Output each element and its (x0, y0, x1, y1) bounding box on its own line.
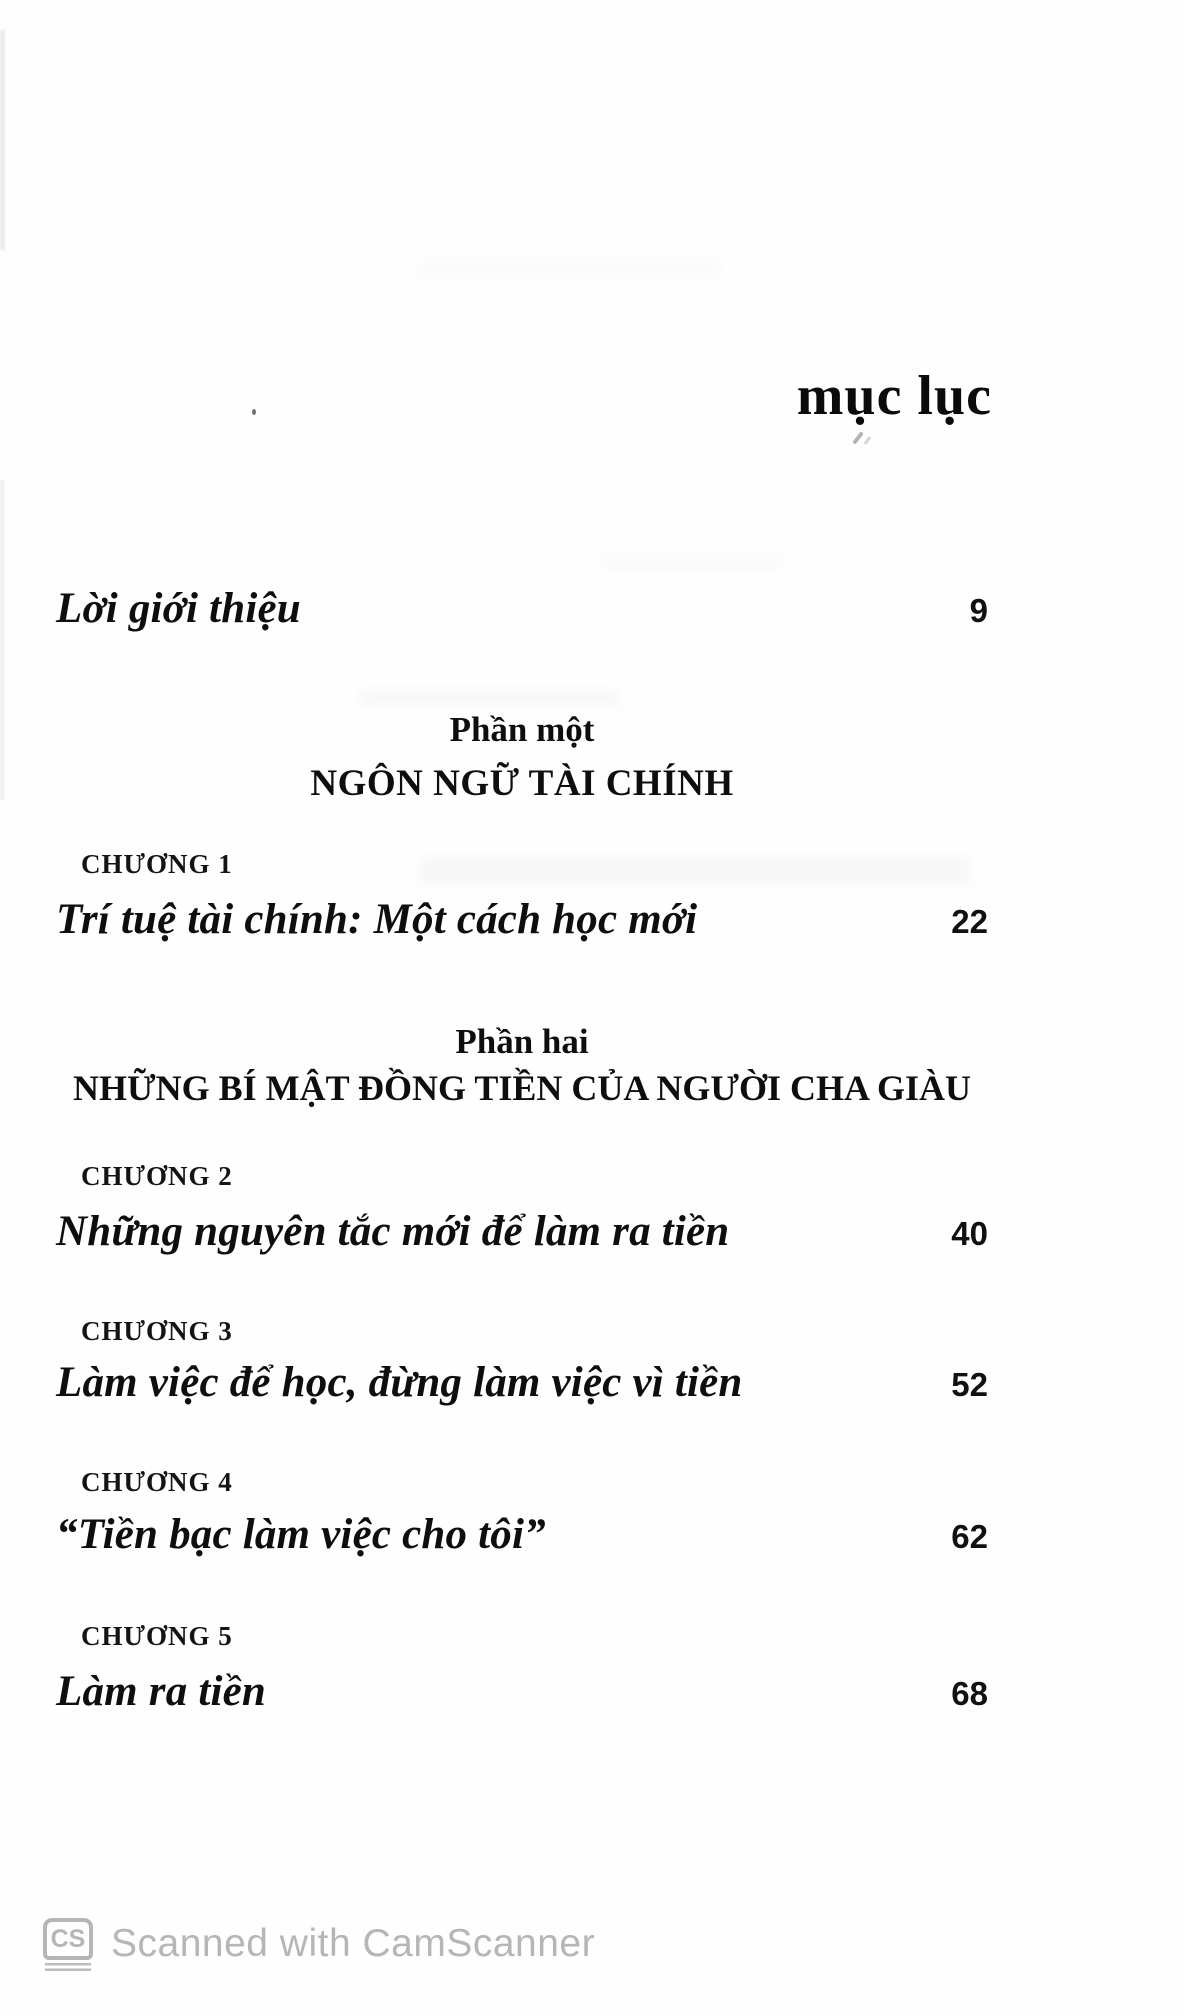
toc-entry-title: “Tiền bạc làm việc cho tôi” (56, 1511, 546, 1558)
scan-artifact (0, 480, 4, 800)
scan-artifact (252, 409, 256, 415)
toc-entry-page: 9 (969, 592, 988, 629)
toc-entry-chapter-1 (56, 895, 988, 944)
toc-entry-page: 62 (951, 1518, 988, 1555)
toc-entry-chapter-5 (56, 1667, 988, 1716)
scan-artifact (0, 30, 5, 250)
scan-artifact (420, 260, 720, 278)
toc-entry-chapter-4 (56, 1510, 988, 1559)
part-one-label: Phần một (449, 710, 595, 749)
scan-artifact (600, 555, 780, 569)
camscanner-logo-text: CS (43, 1918, 93, 1960)
toc-entry-page: 68 (951, 1675, 988, 1712)
toc-entry-chapter-3 (56, 1358, 988, 1407)
chapter-1-label: CHƯƠNG 1 (81, 849, 233, 879)
page-title: mục lục (796, 365, 992, 427)
toc-entry-page: 40 (951, 1215, 988, 1252)
scan-artifact (864, 436, 872, 445)
toc-entry-title: Những nguyên tắc mới để làm ra tiền (56, 1208, 730, 1255)
camscanner-logo-pages (45, 1963, 91, 1974)
chapter-5-label: CHƯƠNG 5 (81, 1621, 233, 1651)
toc-entry-title: Làm việc để học, đừng làm việc vì tiền (56, 1359, 743, 1406)
watermark-text: Scanned with CamScanner (111, 1922, 596, 1965)
scan-artifact (420, 858, 970, 884)
chapter-3-label: CHƯƠNG 3 (81, 1316, 233, 1346)
chapter-4-label: CHƯƠNG 4 (81, 1467, 233, 1497)
toc-entry-page: 22 (951, 903, 988, 940)
toc-entry-intro (56, 584, 988, 633)
part-one-title: NGÔN NGỮ TÀI CHÍNH (310, 763, 734, 804)
toc-entry-title: Lời giới thiệu (56, 585, 301, 632)
toc-entry-title: Làm ra tiền (56, 1668, 267, 1715)
scan-artifact (852, 431, 864, 444)
camscanner-watermark (43, 1918, 595, 1974)
camscanner-logo-icon (43, 1918, 95, 1974)
part-two-label: Phần hai (455, 1022, 589, 1061)
scan-artifact (360, 690, 620, 706)
toc-entry-title: Trí tuệ tài chính: Một cách học mới (56, 896, 698, 943)
part-two-title: NHỮNG BÍ MẬT ĐỒNG TIỀN CỦA NGƯỜI CHA GIÀU (72, 1068, 972, 1108)
chapter-2-label: CHƯƠNG 2 (81, 1161, 233, 1191)
toc-entry-page: 52 (951, 1366, 988, 1403)
toc-entry-chapter-2 (56, 1207, 988, 1256)
